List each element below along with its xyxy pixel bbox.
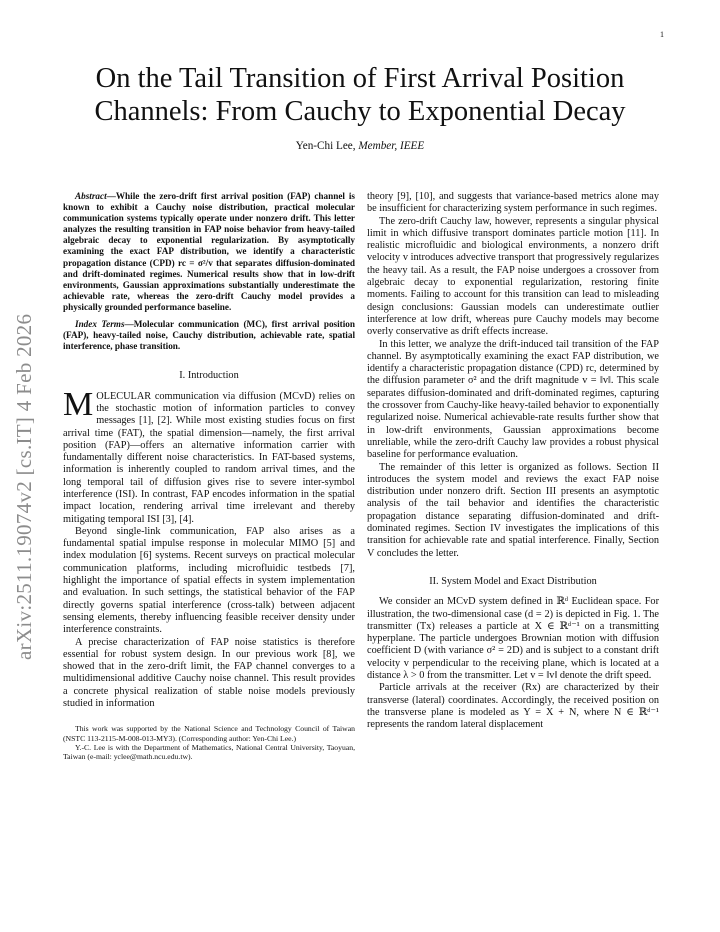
intro-paragraph-2: Beyond single-link communication, FAP also arises as a fundamental spatial impulse response in molecular MIMO [5] and index modulation [6] systems. Recent surveys on practical molecular communication platforms, including microfluidic testbeds [7], highlight the importance of spatial effects in system implementation and evaluation. In such settings, the statistical behavior of the FAP directly governs spatial interference (cross-talk) between adjacent sensing elements, thereby influencing feasible receiver density under interference constraints. [63,525,355,636]
arxiv-stamp: arXiv:2511.19074v2 [cs.IT] 4 Feb 2026 [12,313,36,660]
footnote-block [63,724,355,761]
right-column [367,191,659,731]
left-column [63,191,355,762]
intro-paragraph-1-text: OLECULAR communication via diffusion (MCvD) relies on the stochastic motion of information particles to convey messages [1], [2]. While most existing studies focus on first arrival time (FAT), the spatial dimension—namely, the first arrival position (FAP)—offers an alternative information carrier with fundamentally different noise characteristics. In FAT-based systems, information is inherently coupled to random arrival times, and the long temporal tail of diffusion gives rise to severe inter-symbol interference (ISI). In contrast, FAP encodes information in the spatial impact location, rendering arrival time irrelevant and thereby mitigating temporal ISI [3], [4]. [63,390,355,525]
right-paragraph-4: The remainder of this letter is organized as follows. Section II introduces the system model and reviews the exact FAP noise distribution under nonzero drift. Section III presents an asymptotic analysis of the tail behavior and identifies the characteristic propagation distance separating diffusion-dominated and drift-dominated regimes. Section IV investigates the implications of this transition for achievable rate and spatial interference. Finally, Section V concludes the letter. [367,461,659,559]
drop-cap: M [63,385,94,423]
footnote-affiliation: Y.-C. Lee is with the Department of Mathematics, National Central University, Taoyuan, Taiwan (e-mail: yclee@math.ncu.edu.tw). [63,742,355,762]
author-name: Yen-Chi Lee, [295,140,359,152]
index-terms [63,319,355,352]
section-2-heading: II. System Model and Exact Distribution [429,575,597,587]
right-paragraph-1: theory [9], [10], and suggests that variance-based metrics alone may be insufficient for characterizing system performance in such regimes. [367,191,659,215]
right-paragraph-3: In this letter, we analyze the drift-induced tail transition of the FAP channel. By asymptotically examining the exact FAP distribution, we identify a characteristic propagation distance (CPD) rc, determined by the diffusion parameter σ² and the drift magnitude v = ‖v‖. This scale separates diffusion-dominated and drift-dominated regimes, capturing the crossover from Cauchy-like heavy-tailed behavior to exponentially regularized noise. Numerical achievable-rate results further show that in low-drift environments, Gaussian approximations become unreliable, while the zero-drift Cauchy law provides a robust physical baseline for performance evaluation. [367,338,659,461]
index-terms-body: —Molecular communication (MC), first arrival position (FAP), heavy-tailed noise, Cauchy distribution, achievable rate, spatial interference, phase transition. [63,319,355,352]
system-model-paragraph-2: Particle arrivals at the receiver (Rx) are characterized by their transverse (lateral) coordinates. Accordingly, the received position on the transverse plane is modeled as Y = X + N, where N ∈ ℝᵈ⁻¹ represents the random lateral displacement [367,682,659,731]
title-line-2: Channels: From Cauchy to Exponential Decay [94,96,626,127]
abstract [63,191,355,313]
right-paragraph-2: The zero-drift Cauchy law, however, represents a singular physical limit in which diffusive transport dominates particle motion [11]. In realistic microfluidic and biological environments, a nonzero drift velocity v introduces advective transport that progressively regularizes the heavy tail. As a result, the FAP noise undergoes a crossover from algebraic decay to exponential regularization, restoring finite moments. Failing to account for this transition can lead to misleading design conclusions: Gaussian models can underestimate outlier interference at low drift, whereas pure Cauchy models may become overly conservative as drift effects increase. [367,215,659,338]
index-terms-lead: Index Terms [75,319,125,330]
intro-paragraph-1 [63,385,355,526]
footnote-funding: This work was supported by the National Science and Technology Council of Taiwan (NSTC 113-2115-M-008-013-MY3). (Corresponding author: Yen-Chi Lee.) [63,724,355,743]
section-1-heading: I. Introduction [179,370,239,382]
author-line [60,140,660,152]
page-number: 1 [660,30,664,39]
abstract-lead: Abstract [75,191,107,201]
intro-paragraph-3: A precise characterization of FAP noise statistics is therefore essential for robust system design. In our previous work [8], we showed that in the zero-drift limit, the FAP channel converges to a multidimensional additive Cauchy noise channel. This result provides a concrete physical realization of stable noise models previously studied in information [63,636,355,710]
paper-title [60,62,660,128]
system-model-paragraph-1: We consider an MCvD system defined in ℝᵈ Euclidean space. For illustration, the two-dimensional case (d = 2) is depicted in Fig. 1. The transmitter (Tx) releases a particle at X ∈ ℝᵈ⁻¹ on a transmitting hyperplane. The particle undergoes Brownian motion with diffusion coefficient D (with variance σ² = 2D) and is subject to a constant drift velocity v perpendicular to the receiving plane, which is located at a distance λ > 0 from the transmitter. Let v = ‖v‖ denote the drift speed. [367,596,659,681]
author-affiliation: Member, IEEE [358,140,425,152]
abstract-body: —While the zero-drift first arrival position (FAP) channel is known to exhibit a Cauchy noise distribution, practical molecular communication systems typically operate under nonzero drift. This letter analyzes the resulting transition in FAP noise behavior from heavy-tailed algebraic decay to exponential regularization. By asymptotically examining the exact FAP distribution, we identify a characteristic propagation distance (CPD) rc = σ²/v that separates diffusion-dominated and drift-dominated regimes. Numerical results show that in low-drift environments, Gaussian approximations substantially underestimate the achievable rate, whereas the zero-drift Cauchy model provides a physically grounded performance baseline. [63,191,355,312]
title-line-1: On the Tail Transition of First Arrival Position [95,63,625,94]
